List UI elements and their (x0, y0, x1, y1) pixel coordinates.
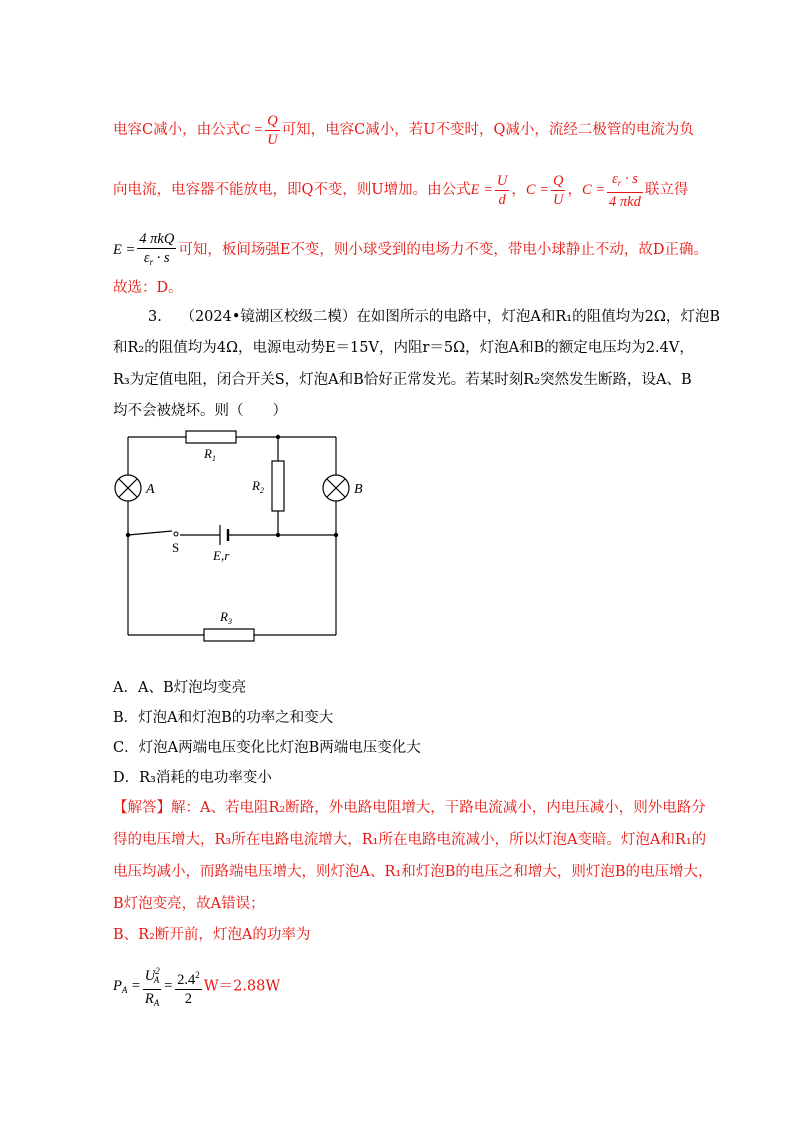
junction-dot (276, 533, 280, 537)
resistor-r1 (186, 431, 236, 443)
switch-s (174, 532, 178, 536)
analysis-tag: 【解答】 (113, 800, 171, 816)
option-b[interactable]: B．灯泡A和灯泡B的功率之和变大 (113, 710, 334, 726)
solution-line-1 (113, 112, 694, 149)
resistor-r2 (272, 461, 284, 511)
analysis-line-1 (113, 798, 706, 818)
option-d[interactable]: D．R₃消耗的电功率变小 (113, 770, 272, 786)
analysis-line-4: B灯泡变亮，故A错误； (113, 896, 265, 912)
option-a[interactable]: A．A、B灯泡均变亮 (113, 680, 247, 696)
formula-power-a: $P_A$ = $\frac{U^2_A}{R_A}$ = $\frac{2.4^2}{2}$ W＝2.88W (113, 962, 280, 1012)
text: 解：A、若电阻R₂断路，外电路电阻增大，干路电流减小，内电压减小，则外电路分 (171, 800, 706, 816)
question-line-3: R₃为定值电阻，闭合开关S，灯泡A和B恰好正常发光。若某时刻R₂突然发生断路，设A、B (113, 372, 692, 388)
resistor-r3 (204, 629, 254, 641)
analysis-line-3: 电压均减小，而路端电压增大，则灯泡A、R₁和灯泡B的电压之和增大，则灯泡B的电压增大， (113, 864, 713, 880)
power-result: W＝2.88W (203, 978, 281, 995)
lamp-b (323, 475, 349, 501)
formula-c-eps: C = $\frac{\varepsilon_r \cdot s}{\text{4 πkd}}$ (581, 171, 641, 210)
option-c[interactable]: C．灯泡A两端电压变化比灯泡B两端电压变化大 (113, 740, 421, 756)
question-line-1 (148, 307, 720, 327)
solution-line-3 (113, 230, 708, 271)
analysis-line-2: 得的电压增大，R₃所在电路电流增大，R₁所在电路电流减小，所以灯泡A变暗。灯泡A和R₁的 (113, 832, 707, 848)
label-r2: $R_2$ (252, 478, 264, 495)
text: 联立得 (644, 181, 689, 198)
label-r3: $R_3$ (220, 609, 232, 626)
question-text: （2024•镜湖区校级二模）在如图所示的电路中，灯泡A和R₁的阻值均为2Ω，灯泡B (180, 309, 721, 325)
formula-c-q-u: C = $\frac{Q}{U}$ (240, 113, 278, 148)
analysis-line-5: B、R₂断开前，灯泡A的功率为 (113, 927, 311, 943)
junction-dot (126, 533, 130, 537)
formula-e-u-d: E = $\frac{U}{d}$ (470, 173, 508, 208)
lamp-a (115, 475, 141, 501)
label-switch: S (172, 540, 180, 555)
battery (220, 525, 228, 545)
text: 可知，电容C减小，若U不变时，Q减小，流经二极管的电流为负 (281, 121, 694, 138)
solution-line-2: 向电流，电容器不能放电，即Q不变，则U增加。由公式E = $\frac{U}{d}$ ，C = $\frac{Q}{U}$ ，C = $\frac{\varepsilon_r \cdot s}{\text{4 πkd}}$ 联立得 (113, 171, 689, 210)
label-source: E,r (213, 548, 230, 563)
question-line-4: 均不会被烧坏。则（ ） (113, 403, 287, 419)
question-number: 3. (148, 309, 162, 325)
text: 电容C减小，由公式 (113, 121, 241, 138)
label-lamp-a: A (146, 482, 155, 497)
text: 向电流，电容器不能放电，即Q不变，则U增加。由公式 (113, 181, 471, 198)
circuit-diagram (100, 425, 380, 655)
label-lamp-b: B (354, 482, 363, 497)
junction-dot (334, 533, 338, 537)
text: 可知，板间场强E不变，则小球受到的电场力不变，带电小球静止不动，故D正确。 (178, 241, 709, 258)
formula-e-field: E = $\frac{\text{4 πkQ}}{\varepsilon_r \cdot s}$ (113, 231, 175, 267)
label-r1: $R_1$ (204, 446, 216, 463)
answer-line: 故选：D。 (113, 280, 183, 296)
question-line-2: 和R₂的阻值均为4Ω，电源电动势E＝15V，内阻r＝5Ω，灯泡A和B的额定电压均为2.4V， (113, 340, 694, 356)
junction-dot (276, 435, 280, 439)
formula-c-q-u-2: C = $\frac{Q}{U}$ (525, 173, 564, 208)
